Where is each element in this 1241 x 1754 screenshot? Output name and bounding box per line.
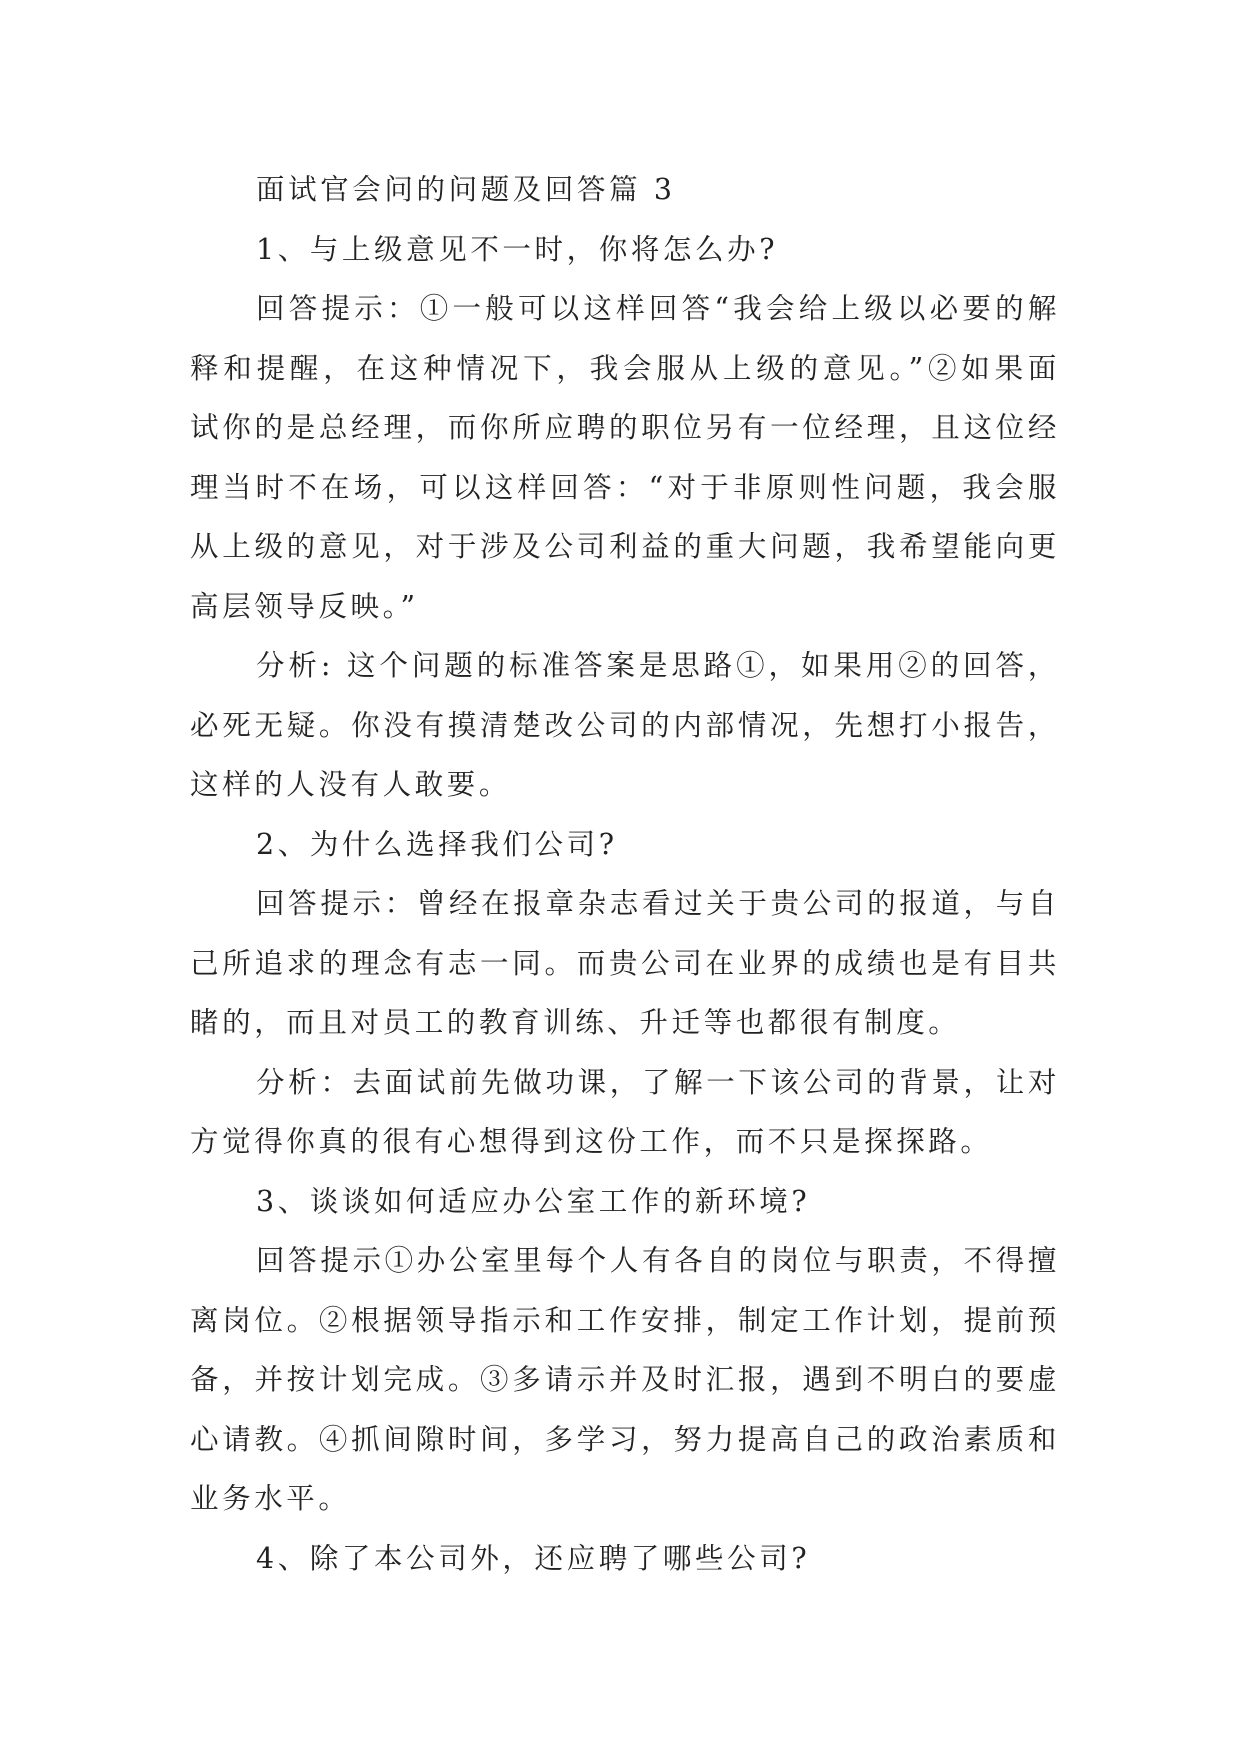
- document-body: [190, 160, 1060, 1588]
- question-1: 1、与上级意见不一时，你将怎么办?: [256, 232, 779, 266]
- document-title: 面试官会问的问题及回答篇 3: [256, 173, 676, 206]
- analysis-2: 分析：去面试前先做功课，了解一下该公司的背景，让对方觉得你真的很有心想得到这份工作，而不只是探探路。: [190, 1065, 1060, 1158]
- question-3: 3、谈谈如何适应办公室工作的新环境?: [256, 1184, 811, 1218]
- question-4: 4、除了本公司外，还应聘了哪些公司?: [256, 1541, 811, 1575]
- question-2: 2、为什么选择我们公司?: [256, 827, 618, 861]
- analysis-1: 分析: 这个问题的标准答案是思路①，如果用②的回答，必死无疑。你没有摸清楚改公司的内部情况，先想打小报告，这样的人没有人敢要。: [190, 649, 1060, 801]
- answer-hint-2: 回答提示：曾经在报章杂志看过关于贵公司的报道，与自己所追求的理念有志一同。而贵公司在业界的成绩也是有目共睹的，而且对员工的教育训练、升迁等也都很有制度。: [190, 887, 1060, 1039]
- answer-hint-1: 回答提示：①一般可以这样回答“我会给上级以必要的解释和提醒，在这种情况下，我会服从上级的意见。”②如果面试你的是总经理，而你所应聘的职位另有一位经理，且这位经理当时不在场，可以这样回答：“对于非原则性问题，我会服从上级的意见，对于涉及公司利益的重大问题，我希望能向更高层领导反映。”: [190, 292, 1060, 623]
- answer-hint-3: 回答提示①办公室里每个人有各自的岗位与职责，不得擅离岗位。②根据领导指示和工作安排，制定工作计划，提前预备，并按计划完成。③多请示并及时汇报，遇到不明白的要虚心请教。④抓间隙时间，多学习，努力提高自己的政治素质和业务水平。: [190, 1244, 1060, 1515]
